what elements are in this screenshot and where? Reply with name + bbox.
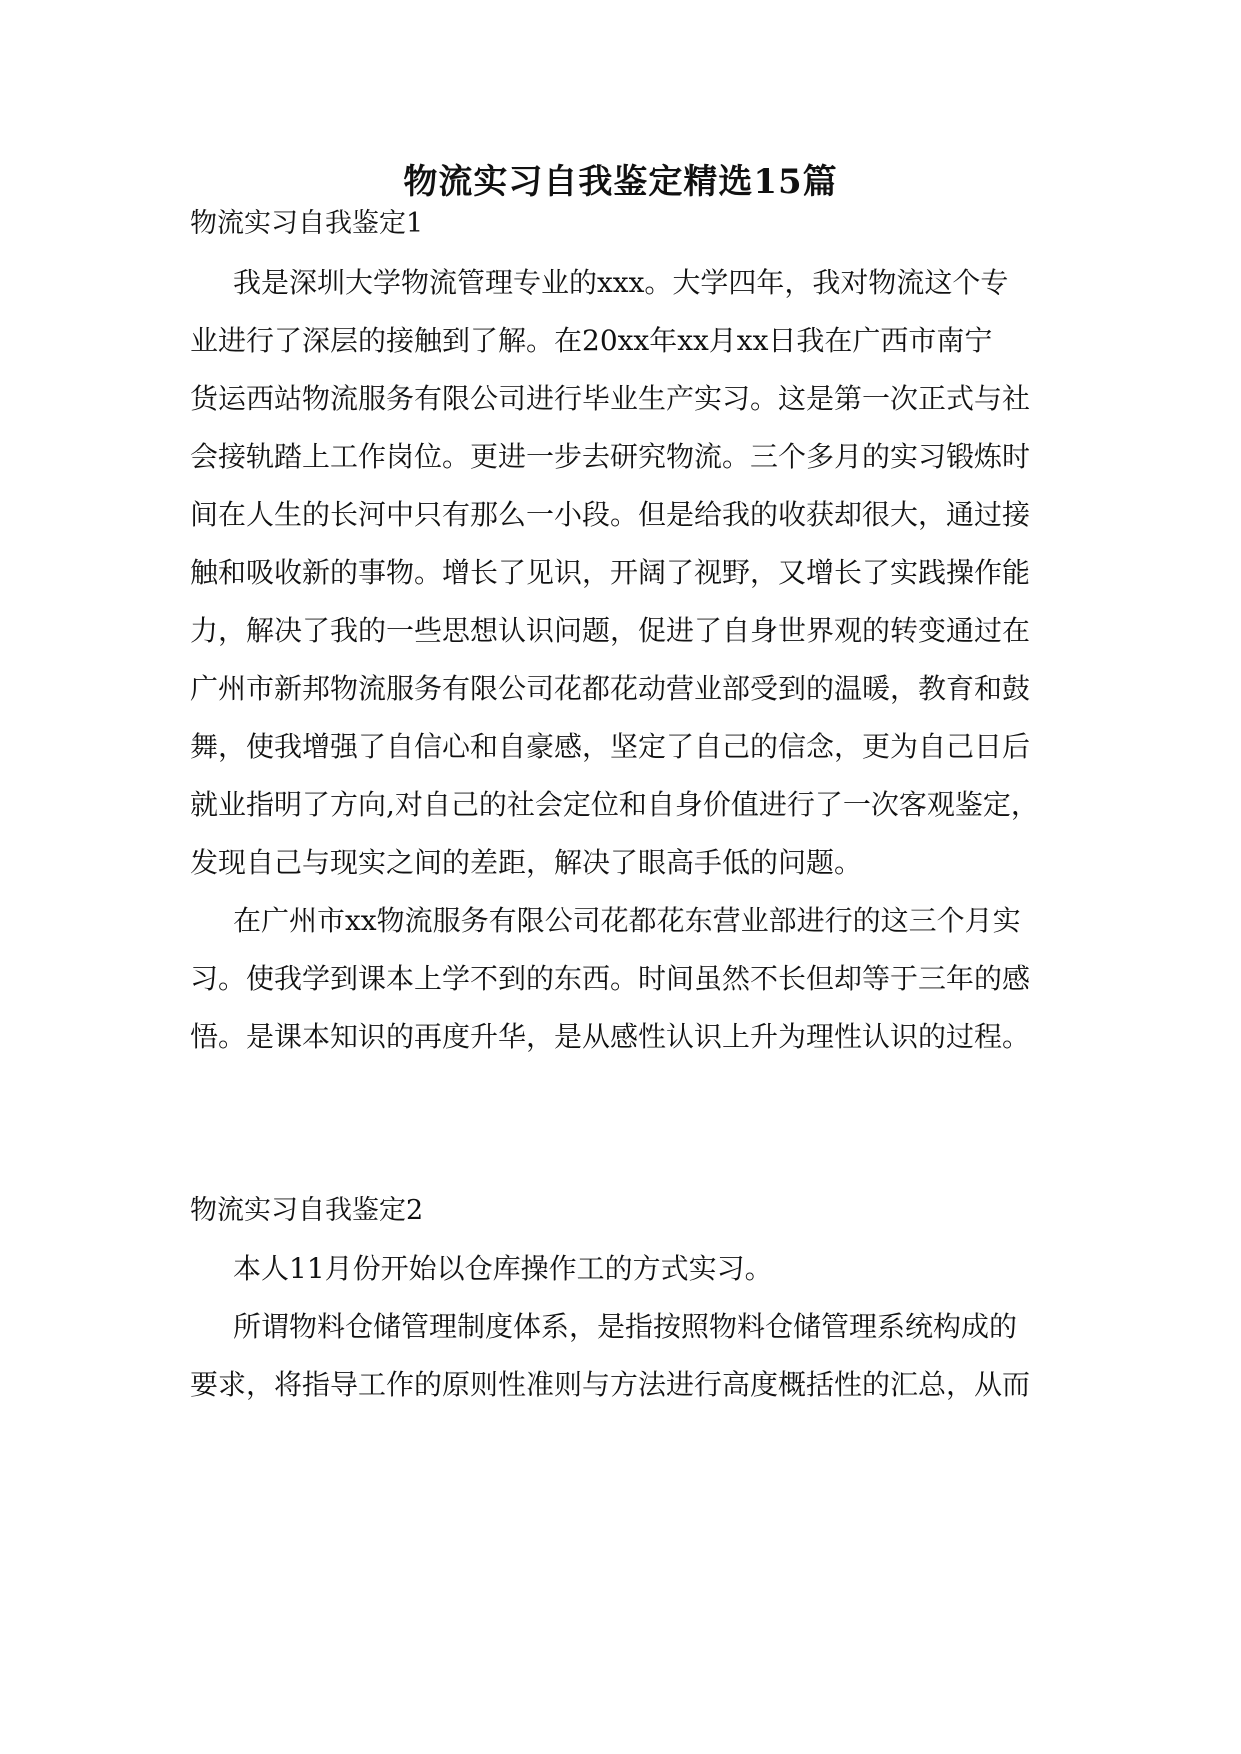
paragraph-line: 我是深圳大学物流管理专业的xxx。大学四年，我对物流这个专 xyxy=(233,266,1009,299)
paragraph-line: 发现自己与现实之间的差距，解决了眼高手低的问题。 xyxy=(190,846,863,879)
paragraph-line: 业进行了深层的接触到了解。在20xx年xx月xx日我在广西市南宁 xyxy=(190,324,993,357)
paragraph-line: 力，解决了我的一些思想认识问题，促进了自身世界观的转变通过在 xyxy=(190,614,1031,647)
paragraph-line: 货运西站物流服务有限公司进行毕业生产实习。这是第一次正式与社 xyxy=(190,382,1031,415)
paragraph-line: 本人11月份开始以仓库操作工的方式实习。 xyxy=(233,1252,773,1285)
paragraph-line: 广州市新邦物流服务有限公司花都花动营业部受到的温暖，教育和鼓 xyxy=(190,672,1031,705)
paragraph-line: 在广州市xx物流服务有限公司花都花东营业部进行的这三个月实 xyxy=(233,904,1021,937)
paragraph-line: 会接轨踏上工作岗位。更进一步去研究物流。三个多月的实习锻炼时 xyxy=(190,440,1031,473)
paragraph-line: 习。使我学到课本上学不到的东西。时间虽然不长但却等于三年的感 xyxy=(190,962,1031,995)
section-heading-1: 物流实习自我鉴定1 xyxy=(190,208,424,239)
paragraph-line: 悟。是课本知识的再度升华，是从感性认识上升为理性认识的过程。 xyxy=(190,1020,1031,1053)
document-title: 物流实习自我鉴定精选15篇 xyxy=(403,162,838,202)
paragraph-line: 间在人生的长河中只有那么一小段。但是给我的收获却很大，通过接 xyxy=(190,498,1031,531)
paragraph-line: 触和吸收新的事物。增长了见识，开阔了视野，又增长了实践操作能 xyxy=(190,556,1031,589)
paragraph-line: 所谓物料仓储管理制度体系，是指按照物料仓储管理系统构成的 xyxy=(233,1310,1018,1343)
paragraph-line: 要求，将指导工作的原则性准则与方法进行高度概括性的汇总，从而 xyxy=(190,1368,1031,1401)
section-heading-2: 物流实习自我鉴定2 xyxy=(190,1195,424,1226)
paragraph-line: 就业指明了方向,对自己的社会定位和自身价值进行了一次客观鉴定， xyxy=(190,788,1039,821)
paragraph-line: 舞，使我增强了自信心和自豪感，坚定了自己的信念，更为自己日后 xyxy=(190,730,1031,763)
